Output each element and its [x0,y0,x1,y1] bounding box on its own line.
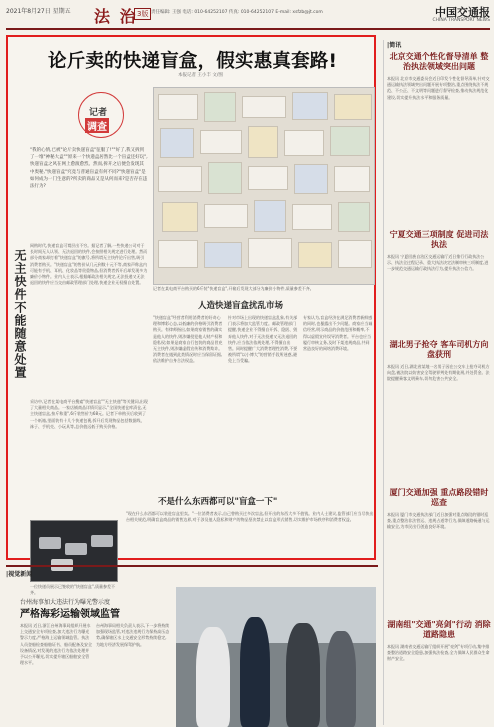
brief-body-3: 本报讯 近日,湖北省某地一名男子因在公交车上抢夺司机方向盘,被法院以妨害安全驾驶罪判处有期徒刑,并处罚金。法院提醒乘客文明乘车,切勿危害公共安全。 [387,364,490,382]
article-body-col-3: 针对市场上出现的快递盲盒乱象,有关部门表示将加大监管力度。邮政管理部门提醒,快递企业不得擅自开拆、隐匿、毁弃他人快件,对于无法投递又无法退回的快件,应当依法依规处理,不得擅自出售。同时提醒广大消费者理性消费,不要被所谓"以小博大"的营销手段所迷惑,避免上当受骗。 [228,315,298,364]
masthead [6,4,490,30]
badge-line-1: 记者 [89,108,108,118]
brief-title-4[interactable]: 厦门交通加强 重点路段错时巡查 [389,488,489,507]
article-body-col-2: "快递盲盒"经营者利用消费者的好奇心理和博彩心态,以低廉的价格吸引消费者购买。有律师指出,如果商家销售的确实是他人的快件,则涉嫌侵犯他人财产权和隐私权;如果是商家自行包装的商品冒充无主快件,则涉嫌虚假宣传和消费欺诈。消费者在遇到此类情况时应当保留证据,依法维护自身合法权益。 [153,315,223,364]
maritime-inspection-photo [176,587,376,727]
subhead-market: 人造快递盲盒扰乱市场 [198,301,284,311]
badge-line-2: 调查 [85,118,109,133]
article-byline: 本报记者 王小丰 文/图 [178,73,223,78]
photo-caption: 记者在某电商平台购买的6斤装"快递盲盒",开箱后发现大部分为廉价小物件,质量参差不齐。 [153,286,314,291]
issue-date: 2021年8月27日 星期五 [6,8,71,15]
brief-body-4: 本报讯 厦门市交通执法部门近日加强对重点路段的错时巡查,重点整治非法营运、违规占道等行为,保障道路畅通与运输安全,为市民出行创造良好环境。 [387,512,490,530]
visual-news-section [6,565,378,725]
brief-body-2: 本报讯 宁夏回族自治区交通运输厅近日推行行政执法公示、执法全过程记录、重大执法决定法制审核三项制度,进一步规范交通运输行政执法行为,提升执法公信力。 [387,254,489,272]
article-body-bottom: "现在什么东西都可以装进盲盒里卖。"一位消费者表示,自己曾购买过多次盲盒,但开出的东西大多不值钱。业内人士建议,监管部门应当尽快出台相关规范,明确盲盒商品的销售边界,对于涉及他人隐私和财产的物品坚决禁止以盲盒形式销售,切实维护市场秩序和消费者权益。 [126,511,374,523]
visual-news-title[interactable]: 严格海彩运输领域监管 [20,609,120,620]
section-title: 法 治 [94,7,138,26]
newspaper-logo-en: CHINA TRANSPORT NEWS [432,18,490,23]
brief-body-1: 本报讯 北京市交通委员会近日印发个性化督导清单,针对交通运输执法领域突出问题开展专项整治,重点围绕执法不规范、不公正、不文明等问题进行督导检查,推动执法规范化建设,切实提升执法水平和服务质量。 [387,76,490,100]
article-intro: "我的心情,已被"论斤卖快递盲盒"征服了!""好了,我又拆到了一堆"神秘大盒""原来一个快递盒居然比一个盲盒还好玩",快递盲盒之风在网上愈演愈烈。然而,拆开之后便会发现其中奥秘,"快递盲盒"究竟与普通盲盒有何不同?"快递盲盒"是如何成为一门生意的?所卖的商品又是从何而来?是否存在违法行为? [30,148,148,189]
article-body-col-1: 网购时代,快递盲盒可谓层出不穷。据记者了解,一些快递公司对于长时间无人认领、无法退回的快件,会按照相关规定进行处理。然而部分商家却打着"快递盲盒"的旗号,将所谓无主快件论斤出售,吸引消费者购买。"快递盲盒"的售价从几元到数十元不等,商家声称盒内可能有手机、耳机、化妆品等贵重物品,但消费者拆开后却发现多为廉价小物件。业内人士表示,根据邮政法相关规定,无法投递又无法退回的快件应当交由邮政管理部门处理,快递企业无权擅自处置。 [30,243,148,286]
editor-info: 责任编辑: 王强 电话: 010-64252107 传真: 010-64252107 E-mail: xsfzb@jt.com [151,10,323,15]
briefs-tag: |简讯 [387,42,402,49]
visual-news-body-1: 本报讯 近日,浙江台州海事局组织开展水上交通安全专项检查,加大违法行为曝光警示力度,严格海上运输领域监管。执法人员登船检查船舶证书、船员配备及安全设备情况,对发现的违法行为依法处理并予以公开曝光,切实提升辖区船舶安全管理水平。 [20,623,92,666]
blind-box-photo [153,87,375,285]
inset-caption: 一位快递员展示已签收的"快递盲盒",质量参差不齐。 [30,584,115,595]
page-number: 3版 [134,8,151,20]
brief-title-1[interactable]: 北京交通个性化督导清单 整治执法领域突出问题 [389,52,489,71]
article-headline: 论斤卖的快递盲盒，假实惠真套路! [48,51,338,72]
visual-news-body-2: 台州海事局相关负责人表示,下一步将持续加强现场监管,对违法违规行为保持高压态势,确保辖区水上交通安全形势持续稳定,为地方经济发展保驾护航。 [96,623,170,647]
briefs-column [383,40,491,725]
newspaper-logo: 中国交通报 [435,6,490,19]
brief-title-2[interactable]: 宁夏交通三项制度 促进司法执法 [389,230,489,249]
subhead-blind-box: 不是什么东西都可以"盲盒一下" [158,497,278,507]
visual-news-tag: |视觉新闻 [6,571,33,578]
visual-news-kicker: 台州海事加大违法行为曝光警示度 [20,599,111,606]
article-body-col-1b: 采访中,记者在某电商平台搜索"快递盲盒""无主快递"等关键词,出现了大量相关商品。一家店铺商品详情页显示,"全国快递仓库清仓,无主快递盲盒,按斤称重",6斤装售价为68元。记者下单购买后收到了一个纸箱,里面装有十几个快递包裹,拆开后发现物品包括数据线、袜子、手机壳、小玩具等,总价值远低于购买价格。 [30,399,148,429]
brief-title-5[interactable]: 湖南组"交通"亮剑"行动 消除道路隐患 [387,620,491,639]
vertical-subtitle: 无主快件不能随意处置 [13,249,27,379]
article-body-col-4: 专家认为,盲盒经济在满足消费者新鲜感的同时,也暴露出不少问题。商家应当诚信经营,明示商品的价值范围和概率,不得以虚假宣传误导消费者。平台也应当履行审核义务,及时下架违规商品,共同营造良好的网络消费环境。 [303,315,373,351]
reporter-investigation-badge [78,92,124,138]
brief-title-3[interactable]: 湖北男子抢夺 客车司机方向盘获刑 [389,340,489,359]
brief-body-5: 本报讯 湖南省交通运输厅组织开展"亮剑"专项行动,集中排查整治道路安全隐患,加强执法检查,全力保障人民群众生命财产安全。 [387,644,490,662]
